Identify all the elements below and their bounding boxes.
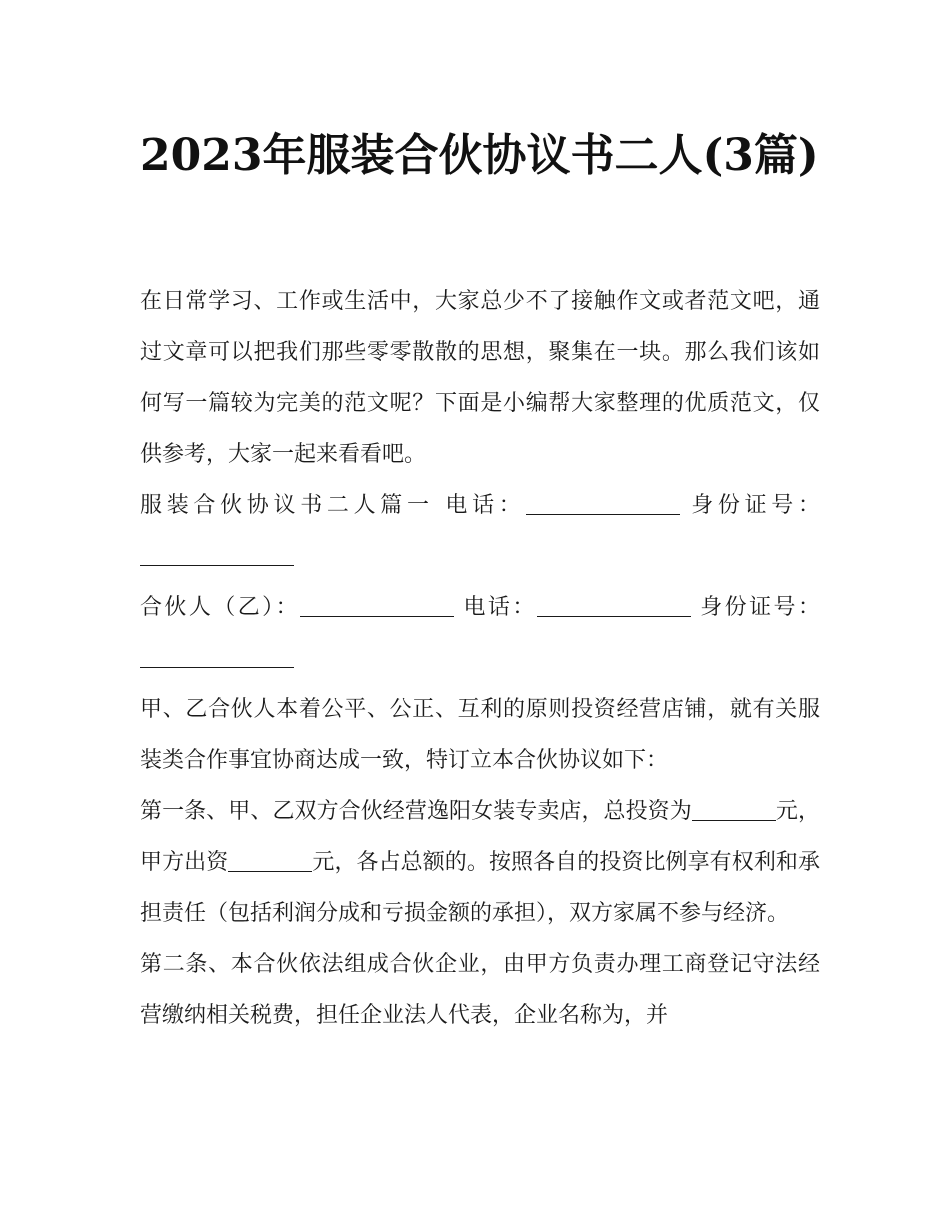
article-2-paragraph: 第二条、本合伙依法组成合伙企业，由甲方负责办理工商登记守法经营缴纳相关税费，担任企业法人代表，企业名称为，并 [140,952,820,1028]
party-a-mid: 身份证号： [679,493,820,518]
party-a-line [140,480,820,582]
party-a-investment-blank [228,849,312,872]
article-1-paragraph [140,786,820,939]
intro-paragraph: 在日常学习、工作或生活中，大家总少不了接触作文或者范文吧，通过文章可以把我们那些零零散散的思想，聚集在一块。那么我们该如何写一篇较为完美的范文呢？下面是小编帮大家整理的优质范文，仅供参考，大家一起来看看吧。 [140,289,820,467]
party-b-lead: 合伙人（乙）： [140,595,301,620]
article-1-tail: 元，各占总额的。按照各自的投资比例享有权利和承担责任（包括利润分成和亏损金额的承担），双方家属不参与经济。 [140,850,820,926]
preamble-paragraph: 甲、乙合伙人本着公平、公正、互利的原则投资经营店铺，就有关服装类合作事宜协商达成一致，特订立本合伙协议如下： [140,697,820,773]
total-investment-blank [692,798,776,821]
article-1-lead: 第一条、甲、乙双方合伙经营逸阳女装专卖店，总投资为 [140,799,692,824]
party-b-mid2: 身份证号： [690,595,820,620]
id-number-blank [140,543,294,566]
phone-blank [526,492,680,515]
document-title: 2023年服装合伙协议书二人(3篇) [140,130,819,181]
party-b-line [140,582,820,684]
party-b-mid1: 电话： [454,595,537,620]
document-body [140,276,820,1041]
partner-b-name-blank [300,594,454,617]
article-1-mid: 元，甲方出资 [140,799,820,875]
partner-b-phone-blank [537,594,691,617]
partner-b-id-blank [140,645,294,668]
party-a-lead: 服装合伙协议书二人篇一 电话： [140,493,526,518]
